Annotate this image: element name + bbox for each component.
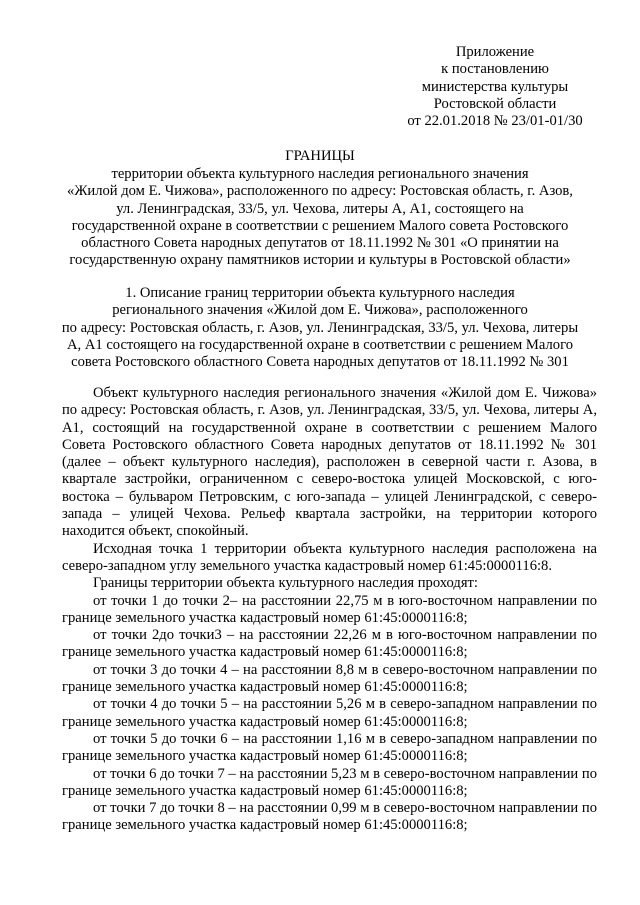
heading-line: государственную охрану памятников истории и культуры в Ростовской области» <box>69 252 571 269</box>
heading-line: территории объекта культурного наследия регионального значения <box>111 166 529 182</box>
annex-line: к постановлению <box>441 61 549 78</box>
document-body <box>62 385 597 835</box>
segment-paragraph: от точки 6 до точки 7 – на расстоянии 5,23 м в северо-восточном направлении по границе земельного участка кадастровый номер 61:45:0000116:8; <box>62 765 597 799</box>
annex-block <box>370 44 620 130</box>
annex-line: министерства культуры <box>421 78 569 95</box>
section-line: регионального значения «Жилой дом Е. Чижова», расположенного <box>112 302 528 319</box>
segment-paragraph: от точки 7 до точки 8 – на расстоянии 0,99 м в северо-восточном направлении по границе земельного участка кадастровый номер 61:45:0000116:8; <box>62 800 597 834</box>
annex-line: от 22.01.2018 № 23/01-01/30 <box>407 113 583 130</box>
heading-line: государственной охране в соответствии с решением Малого совета Ростовского <box>71 217 569 234</box>
annex-line: Приложение <box>455 44 535 60</box>
document-heading <box>40 166 600 270</box>
section-line: 1. Описание границ территории объекта культурного наследия <box>125 285 515 301</box>
section-line: по адресу: Ростовская область, г. Азов, ул. Ленинградская, 33/5, ул. Чехова, литеры <box>61 319 579 336</box>
section-line: А, А1 состоящего на государственной охране в соответствии с решением Малого <box>67 336 573 353</box>
segment-paragraph: от точки 1 до точки 2– на расстоянии 22,75 м в юго-восточном направлении по границе земельного участка кадастровый номер 61:45:0000116:8; <box>62 592 597 626</box>
segment-paragraph: от точки 4 до точки 5 – на расстоянии 5,26 м в северо-западном направлении по границе земельного участка кадастровый номер 61:45:0000116:8; <box>62 696 597 730</box>
borders-intro-paragraph: Границы территории объекта культурного наследия проходят: <box>93 575 478 592</box>
segment-paragraph: от точки 3 до точки 4 – на расстоянии 8,8 м в северо-восточном направлении по границе земельного участка кадастровый номер 61:45:0000116:8; <box>62 661 597 696</box>
section-1-heading <box>40 285 600 371</box>
start-point-paragraph: Исходная точка 1 территории объекта культурного наследия расположена на северо-западном углу земельного участка кадастровый номер 61:45:0000116:8. <box>62 540 597 574</box>
annex-line: Ростовской области <box>433 95 557 112</box>
document-title: ГРАНИЦЫ <box>285 148 355 164</box>
segment-paragraph: от точки 2до точки3 – на расстоянии 22,26 м в юго-восточном направлении по границе земельного участка кадастровый номер 61:45:0000116:8; <box>62 627 597 661</box>
segment-paragraph: от точки 5 до точки 6 – на расстоянии 1,16 м в северо-западном направлении по границе земельного участка кадастровый номер 61:45:0000116:8; <box>62 730 597 765</box>
intro-paragraph: Объект культурного наследия регионального значения «Жилой дом Е. Чижова» по адресу: Ростовская область, г. Азов, ул. Ленинградская, 33/5, ул. Чехова, литеры А, А1, состоящий на государственной охране в соответствии с решением Малого Совета Ростовского областного Совета народных депутатов от 18.11.1992 № 301 (далее – объект культурного наследия), расположен в северной части г. Азова, в квартале застройки, ограниченном с северо-востока улицей Московской, с юго-востока – бульваром Петровским, с юго-запада – улицей Ленинградской, с северо-запада – улицей Чехова. Рельеф квартала застройки, на территории которого находится объект, спокойный. <box>62 385 597 540</box>
heading-line: ул. Ленинградская, 33/5, ул. Чехова, литеры А, А1, состоящего на <box>116 200 524 217</box>
heading-line: областного Совета народных депутатов от 18.11.1992 № 301 «О принятии на <box>81 235 559 252</box>
section-line: совета Ростовского областного Совета народных депутатов от 18.11.1992 № 301 <box>71 354 569 371</box>
heading-line: «Жилой дом Е. Чижова», расположенного по адресу: Ростовская область, г. Азов, <box>67 183 573 200</box>
